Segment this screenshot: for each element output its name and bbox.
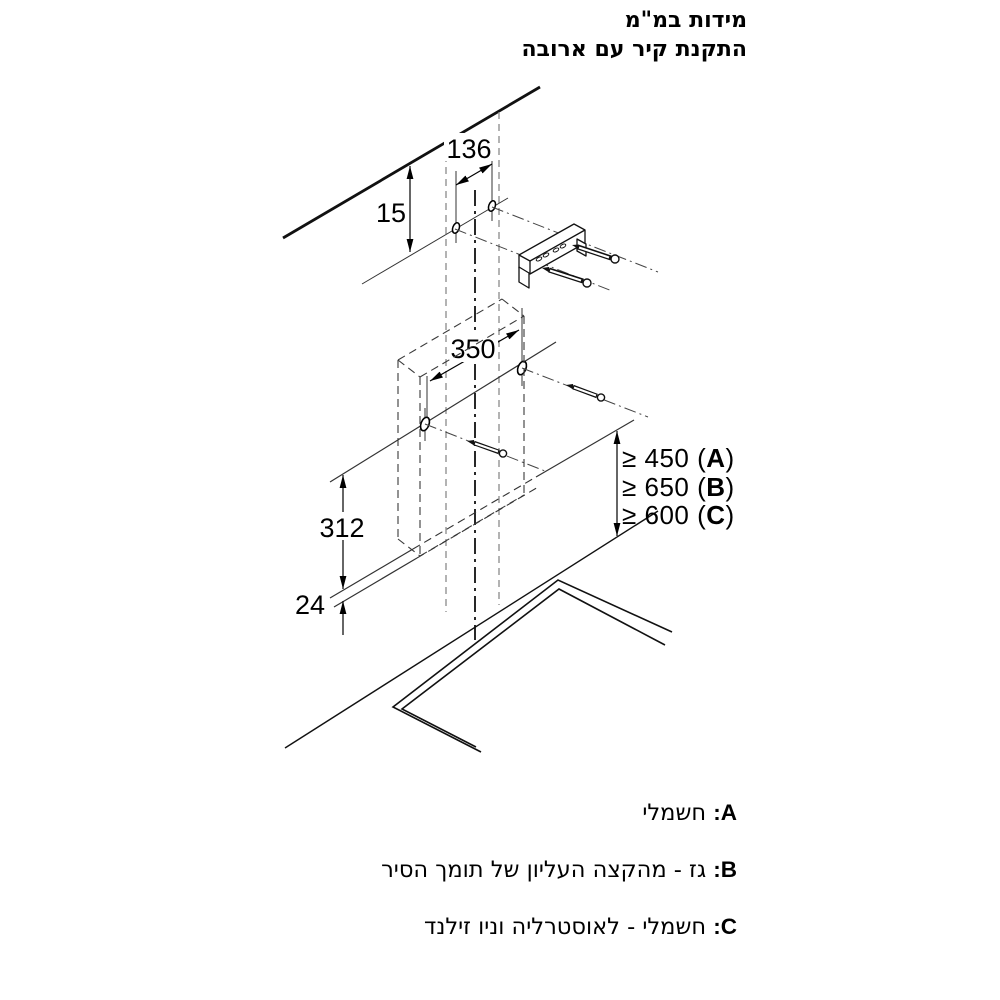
legend-row-c: C: חשמלי - לאוסטרליה וניו זילנד: [424, 914, 737, 940]
units-note: מידות במ"מ: [624, 8, 747, 33]
bracket-anchor-holes: [451, 200, 497, 234]
dim-312: [316, 475, 369, 589]
clearance-key-c: C: [706, 500, 726, 530]
installation-type-title: התקנת קיר עם ארובה: [521, 37, 747, 62]
legend: [381, 800, 737, 971]
dim-136: [444, 133, 494, 243]
dim-24: [291, 590, 343, 635]
clearance-key-b: B: [706, 471, 726, 502]
clearance-row-b: ≥ 650 (B): [622, 471, 735, 502]
countertop-line: [285, 511, 658, 748]
hood-anchor-holes: [419, 360, 528, 441]
cooktop-outline: [393, 580, 672, 752]
dim-24-label: 24: [294, 590, 326, 620]
clearance-labels: [622, 444, 735, 530]
dim-312-label: 312: [319, 513, 365, 543]
dim-136-label: 136: [446, 134, 492, 164]
clearance-row-a: ≥ 450 (A): [622, 443, 735, 473]
legend-row-b: B: גז - מהקצה העליון של תומך הסיר: [381, 857, 737, 883]
clearance-key-a: A: [706, 443, 726, 473]
hood-screw-axes: [425, 368, 648, 471]
clearance-row-c: ≥ 600 (C): [622, 500, 735, 530]
dim-350-label: 350: [450, 334, 496, 364]
ceiling-line: [283, 87, 540, 238]
dim-15-label: 15: [375, 198, 406, 228]
legend-row-a: A: חשמלי: [642, 800, 737, 826]
hood-screws: [467, 384, 605, 457]
